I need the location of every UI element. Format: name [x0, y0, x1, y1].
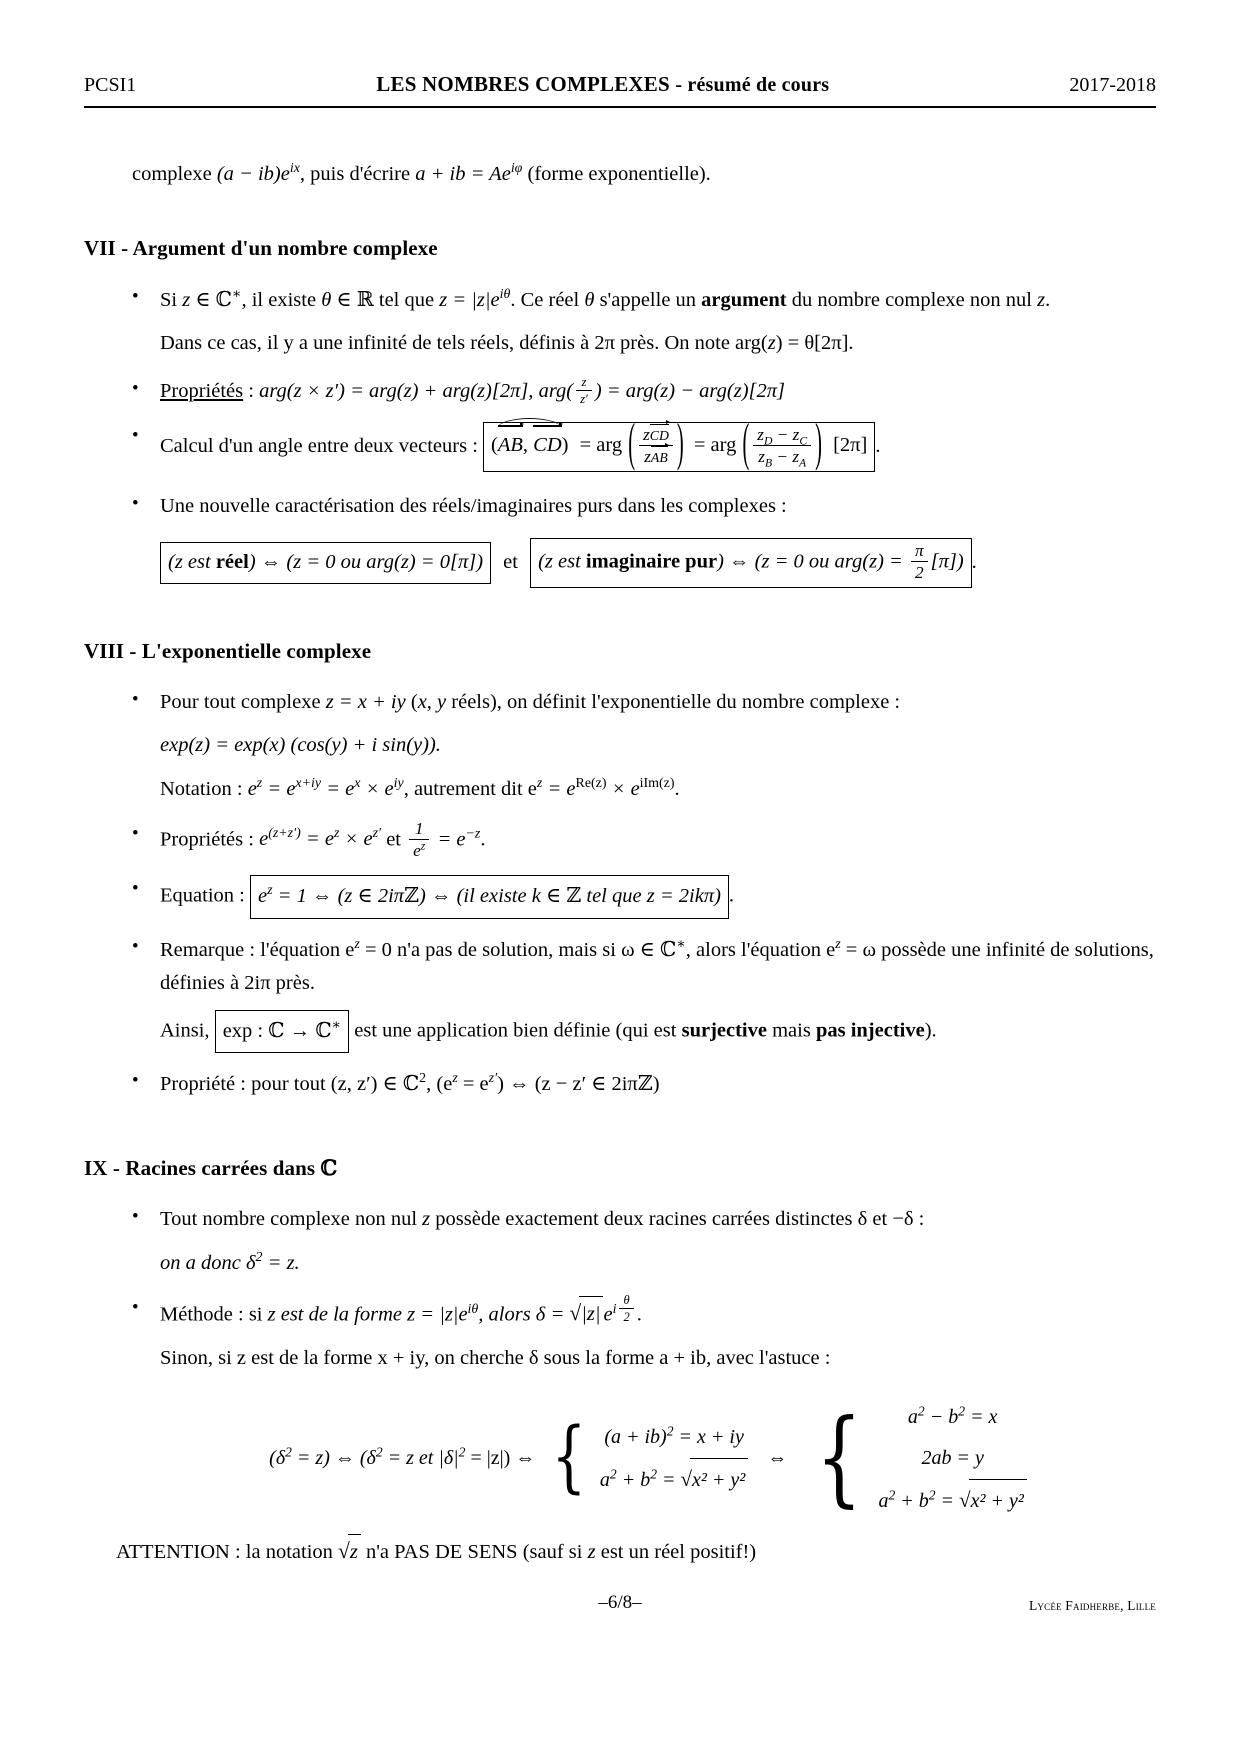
et-connector: et — [503, 550, 518, 573]
section-heading-viii: VIII - L'exponentielle complexe — [84, 639, 372, 664]
z-difference-ratio: $\frac{z_D - z_C}{z_B - z_A}$ — [753, 425, 811, 467]
document-body — [84, 140, 1156, 1569]
z-ratio-vectors: $\frac{\text{zCD}}{\text{zAB}}$ — [639, 425, 673, 467]
list-item-proprietes-arg: • Propriétés : arg(z × z′) = arg(z) + arg(z)[2π], arg( $\frac{z}{z'}$ ) = arg(z) − arg(z)[2π] — [116, 375, 1156, 408]
angle-formula-box: (AB , CD ) = arg ( $\frac{\text{zCD}}{\text{zAB}}$ ) = arg ( $\frac{z_D - z_C}{z_B - z_A}$ ) [2π] — [483, 422, 875, 473]
imaginary-characterisation-box: (z est imaginaire pur) ⇔ (z = 0 ou arg(z) = $\frac{\pi}{2}$ [π]) — [530, 538, 972, 589]
intro-expr-2: a + ib = $Ae^{i\varphi}$ — [415, 161, 523, 185]
system-second — [806, 1397, 1027, 1522]
argument-keyword: argument — [701, 289, 787, 312]
header-title — [376, 72, 829, 97]
exp-map-box: exp : ℂ → ℂ∗ — [215, 1010, 349, 1053]
header-course-code: PCSI1 — [84, 74, 137, 96]
left-brace-1: { — [551, 1411, 587, 1502]
caracterisation-tail: . — [971, 550, 977, 573]
vector-ab: AB — [498, 427, 523, 462]
intro-paragraph — [132, 158, 1156, 191]
system1-row1: (a + ib)$^2$ = x + iy — [604, 1423, 744, 1449]
real-characterisation-box: (z est réel) ⇔ (z = 0 ou arg(z) = 0[π]) — [160, 542, 491, 584]
section-ix-list — [84, 1203, 1156, 1374]
equation-label: Equation : — [160, 884, 250, 907]
angle-modulo: [2π] — [833, 434, 868, 457]
list-item-si-z: • Si z ∈ ℂ∗, il existe θ ∈ ℝ tel que $z = |z|e^{i\theta}$. Ce réel θ s'appelle un argument du nombre complexe non nul z. Dans ce cas, il y a une infinité de tels réels, définis à 2π près. On note arg(z) = θ[2π]. — [116, 283, 1156, 360]
sqrt-z: √z — [338, 1534, 361, 1569]
list-item-exp-remarque: • Remarque : l'équation $e^z = 0$ n'a pas de solution, mais si ω ∈ ℂ∗, alors l'équation $e^z = \omega$ possède une infinité de solutions, définies à 2iπ près. Ainsi, exp : ℂ → ℂ∗ est une application bien définie (qui est surjective mais pas injective). — [116, 933, 1156, 1054]
header-title-subtitle: - résumé de cours — [675, 74, 830, 96]
one-over-exp-z: $\frac{1}{e^z}$ — [409, 819, 429, 861]
list-item-angle-formula — [116, 415, 1156, 473]
sinon-line: Sinon, si z est de la forme x + iy, on cherche δ sous la forme a + ib, avec l'astuce : — [160, 1346, 831, 1369]
angle-eq-1: = arg — [579, 434, 623, 457]
sqrt-x2y2-a: √x² + y² — [681, 1458, 749, 1501]
arg-product-formula: arg(z × z′) = arg(z) + arg(z)[2π], — [259, 379, 534, 402]
z-modulus-exp: $z = |z|e^{i\theta}$ — [439, 287, 511, 312]
list-item-methode: • Méthode : si z est de la forme $z = |z|e^{i\theta}$, alors δ = √|z| $e^{i \frac{\theta}{2}}$ . Sinon, si z est de la forme x + iy, on cherche δ sous la forme a + ib, avec l'astuce : — [116, 1294, 1156, 1375]
intro-text-1: complexe — [132, 163, 217, 185]
squareroot-system-display — [144, 1397, 1156, 1522]
section-viii-list — [84, 686, 1156, 1101]
exp-equation-box: $e^z = 1$ ⇔ (z ∈ 2iπℤ) ⇔ (il existe k ∈ ℤ tel que z = 2ikπ) — [250, 875, 729, 918]
exp-definition-formula: exp(z) = exp(x) (cos(y) + i sin(y)). — [160, 734, 441, 757]
left-brace-2: { — [816, 1395, 863, 1518]
list-item-exp-propriete2: • Propriété : pour tout (z, z′) ∈ ℂ$^2$, $(e^z = e^{z'})$ ⇔ (z − z′ ∈ 2iπℤ) — [116, 1067, 1156, 1101]
list-item-exp-definition: • Pour tout complexe z = x + iy (x, y réels), on définit l'exponentielle du nombre complexe : exp(z) = exp(x) (cos(y) + i sin(y)). Notation : $e^z = e^{x+iy} = e^x \times e^{iy}$, autrement dit $e^z = e^{Re(z)} \times e^{iIm(z)}$. — [116, 686, 1156, 806]
vector-cd: CD — [533, 427, 561, 462]
system1-row2: $a^2 + b^2 = √x^2 + y^2$ — [600, 1458, 748, 1501]
list-item-exp-equation: • Equation : $e^z = 1$ ⇔ (z ∈ 2iπℤ) ⇔ (il existe k ∈ ℤ tel que z = 2ikπ) . — [116, 875, 1156, 918]
page-footer — [84, 1592, 1156, 1614]
section-vii-list — [84, 283, 1156, 588]
section-heading-ix — [84, 1151, 1156, 1185]
header-divider — [84, 106, 1156, 108]
surjective-keyword: surjective — [681, 1019, 767, 1042]
header-year: 2017-2018 — [1069, 74, 1156, 96]
school-name: Lycée Faidherbe, Lille — [1028, 1598, 1156, 1613]
intro-text-3: (forme exponentielle). — [522, 163, 711, 185]
intro-text-2: , puis d'écrire — [299, 163, 416, 185]
proprietes-label: Propriétés — [160, 379, 244, 402]
list-item-exp-properties: • Propriétés : $e^{(z+z')} = e^z \times e^{z'}$ et $\frac{1}{e^z}$ = $e^{-z}$. — [116, 820, 1156, 862]
section-ix-text: IX - Racines carrées dans — [84, 1156, 321, 1181]
header-title-main: LES NOMBRES COMPLEXES — [376, 72, 670, 96]
caracterisation-boxes — [160, 538, 1156, 589]
system-lhs: $(\delta^2 = z)$ ⇔ ($\delta^2 = z$ et $|\delta|^2 = |z|$) ⇔ — [269, 1444, 536, 1469]
page-header — [84, 72, 1156, 97]
caracterisation-label: Une nouvelle caractérisation des réels/imaginaires purs dans les complexes : — [160, 495, 787, 518]
dans-ce-cas-line: Dans ce cas, il y a une infinité de tels réels, définis à 2π près. On note arg(z) = θ[2π]. — [160, 332, 854, 355]
system2-row1: $a^2 - b^2 = x$ — [907, 1403, 998, 1428]
exp-notation-line: Notation : $e^z = e^{x+iy} = e^x \times e^{iy}$, autrement dit $e^z = e^{Re(z)} \times e^{iIm(z)}$. — [160, 775, 680, 800]
complex-star-symbol: ℂ∗ — [215, 286, 242, 312]
angle-period: . — [875, 434, 881, 457]
page-number: –6/8– — [598, 1592, 642, 1613]
system2-row2: 2ab = y — [921, 1446, 984, 1469]
intro-expr-1: $(a - ib)e^{ix}$ — [216, 161, 300, 185]
angle-label: Calcul d'un angle entre deux vecteurs : — [160, 434, 478, 457]
angle-eq-2: = arg — [693, 434, 737, 457]
delta-squared-line: on a donc $\delta^2 = z$. — [160, 1249, 300, 1274]
pi-over-two: $\frac{\pi}{2}$ — [911, 541, 928, 583]
list-item-caracterisation — [116, 490, 1156, 588]
sqrt-x2y2-b: √x² + y² — [959, 1479, 1027, 1522]
attention-line: ATTENTION : la notation √z n'a PAS DE SENS (sauf si z est un réel positif!) — [116, 1534, 1156, 1569]
sqrt-modulus-z: √|z| — [569, 1296, 603, 1331]
arg-quotient-formula: arg( $\frac{z}{z'}$ ) = arg(z) − arg(z)[2π] — [538, 375, 786, 407]
complex-set-symbol: ℂ — [320, 1155, 338, 1181]
system-iff: ⇔ — [767, 1446, 788, 1469]
not-injective-keyword: pas injective — [815, 1019, 925, 1042]
system-first — [544, 1411, 748, 1502]
list-item-two-roots: • Tout nombre complexe non nul z possède exactement deux racines carrées distinctes δ et −δ : on a donc $\delta^2 = z$. — [116, 1203, 1156, 1279]
reals-symbol: ℝ — [356, 287, 374, 312]
system2-row3: $a^2 + b^2 = √x^2 + y^2$ — [878, 1479, 1026, 1522]
exp-surjective-line: Ainsi, exp : ℂ → ℂ∗ est une application bien définie (qui est surjective mais pas injective). — [160, 1010, 1156, 1053]
section-heading-vii: VII - Argument d'un nombre complexe — [84, 236, 438, 261]
